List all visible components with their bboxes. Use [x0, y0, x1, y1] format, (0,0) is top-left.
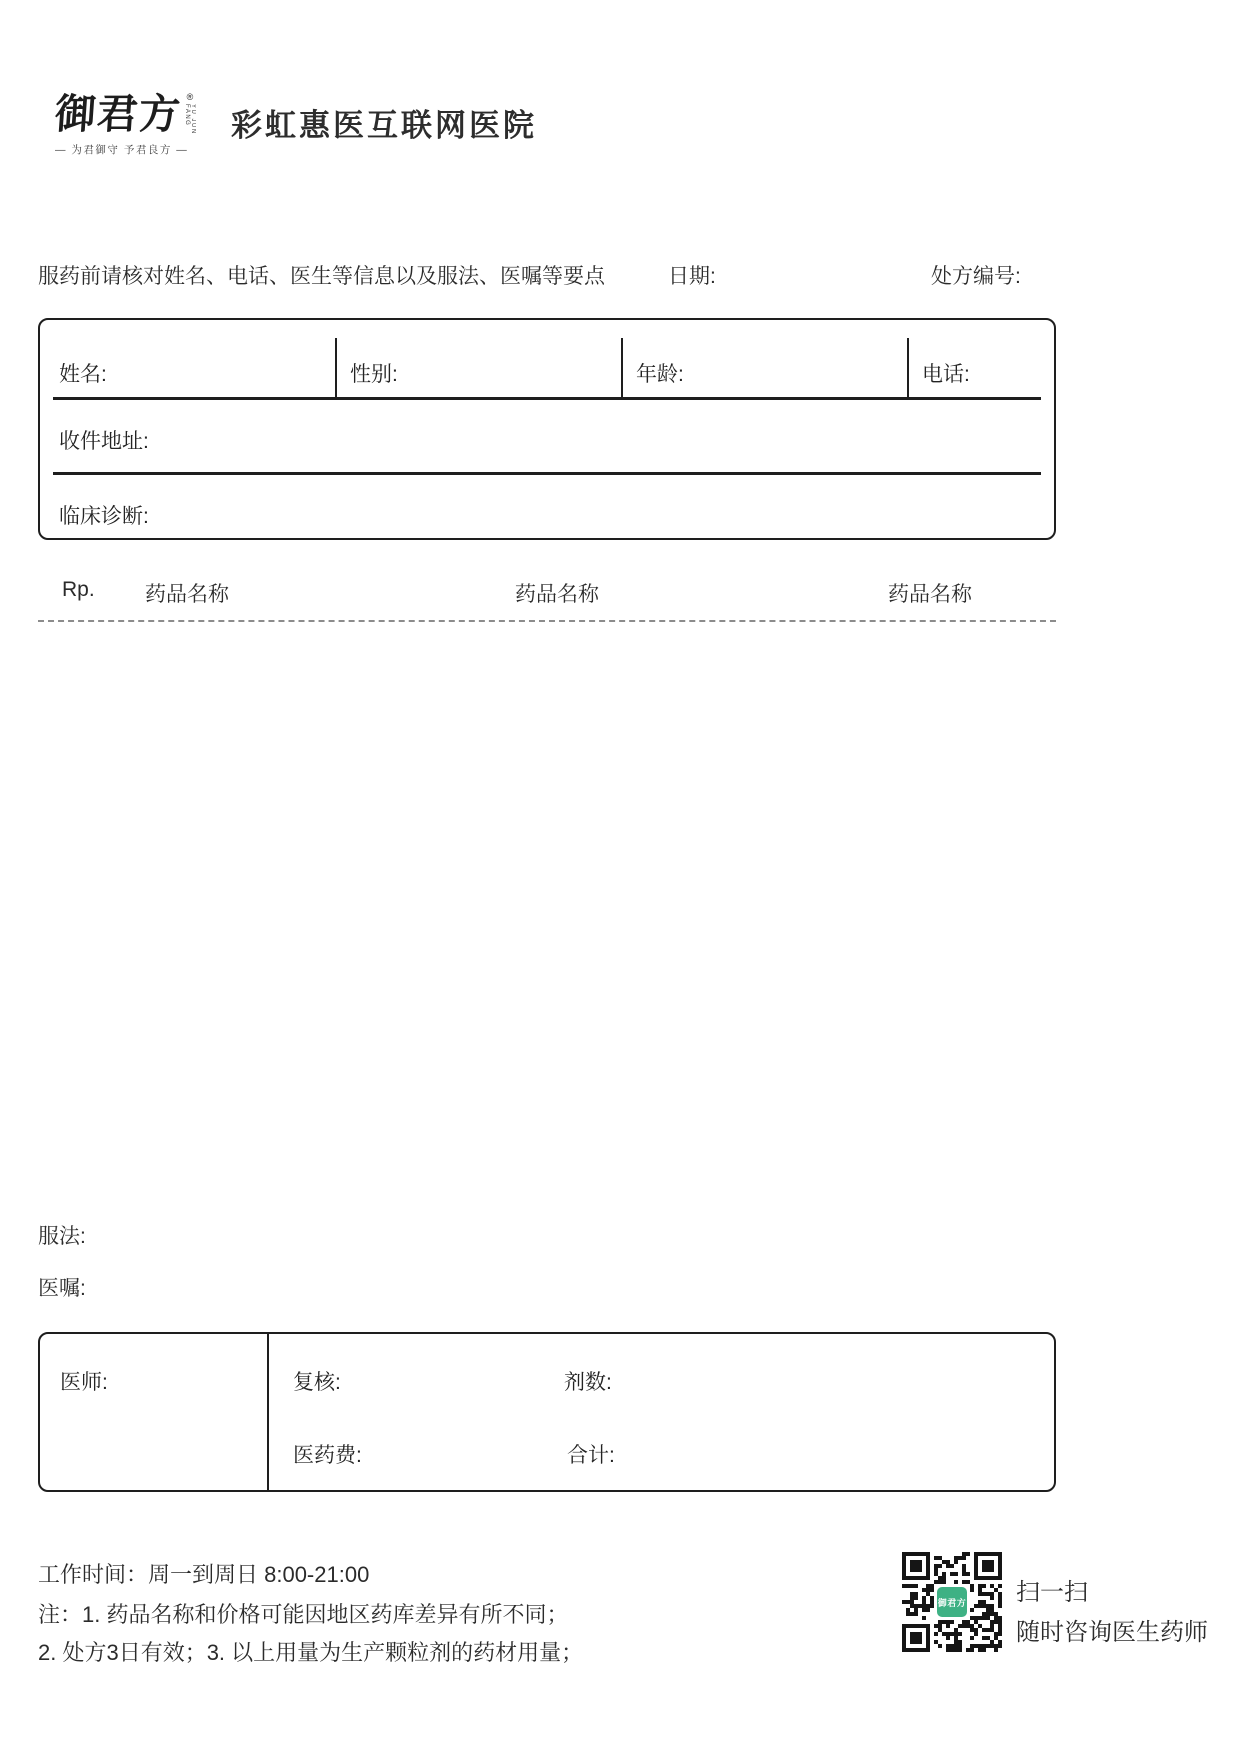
total-label: 合计: [567, 1444, 615, 1467]
rp-label: Rp. [62, 578, 95, 601]
brand-logo-pinyin: YU JUN FANG [184, 104, 196, 135]
drug-name-column-header: 药品名称 [145, 583, 229, 606]
patient-info-box [38, 318, 1056, 540]
qr-code [902, 1552, 1002, 1652]
clinical-diagnosis-label: 临床诊断: [59, 505, 149, 528]
scan-title: 扫一扫 [1016, 1579, 1088, 1606]
qr-center-logo: 御君方 [935, 1585, 969, 1619]
dose-count-label: 剂数: [564, 1371, 612, 1394]
doctor-label: 医师: [60, 1371, 108, 1394]
rx-number-label: 处方编号: [931, 265, 1021, 288]
medicine-fee-label: 医药费: [293, 1444, 362, 1467]
signoff-box [38, 1332, 1056, 1492]
brand-logo-text: 御君方 [53, 90, 183, 138]
column-divider [621, 338, 623, 397]
scan-subtitle: 随时咨询医生药师 [1016, 1619, 1208, 1646]
row-divider [53, 397, 1041, 400]
column-divider [907, 338, 909, 397]
review-label: 复核: [293, 1371, 341, 1394]
shipping-address-label: 收件地址: [59, 430, 149, 453]
brand-logo [55, 92, 205, 157]
pre-use-notice: 服药前请核对姓名、电话、医生等信息以及服法、医嘱等要点 [38, 265, 605, 288]
note-line-1: 注：1. 药品名称和价格可能因地区药库差异有所不同； [38, 1602, 569, 1627]
working-hours: 工作时间：周一到周日 8:00-21:00 [38, 1562, 370, 1587]
column-divider [335, 338, 337, 397]
note-line-2: 2. 处方3日有效；3. 以上用量为生产颗粒剂的药材用量； [38, 1640, 584, 1665]
header [55, 92, 537, 157]
dashed-divider [38, 620, 1056, 622]
usage-method-label: 服法: [38, 1225, 86, 1248]
hospital-name: 彩虹惠医互联网医院 [231, 108, 537, 143]
date-label: 日期: [668, 265, 716, 288]
column-divider [267, 1334, 269, 1490]
patient-phone-label: 电话: [922, 363, 970, 386]
patient-gender-label: 性别: [350, 363, 398, 386]
brand-tagline: — 为君御守 予君良方 — [55, 144, 189, 156]
drug-name-column-header: 药品名称 [888, 583, 972, 606]
drug-name-column-header: 药品名称 [515, 583, 599, 606]
registered-mark-icon: ® [186, 92, 194, 102]
row-divider [53, 472, 1041, 475]
patient-age-label: 年龄: [636, 363, 684, 386]
patient-name-label: 姓名: [59, 363, 107, 386]
doctor-advice-label: 医嘱: [38, 1277, 86, 1300]
